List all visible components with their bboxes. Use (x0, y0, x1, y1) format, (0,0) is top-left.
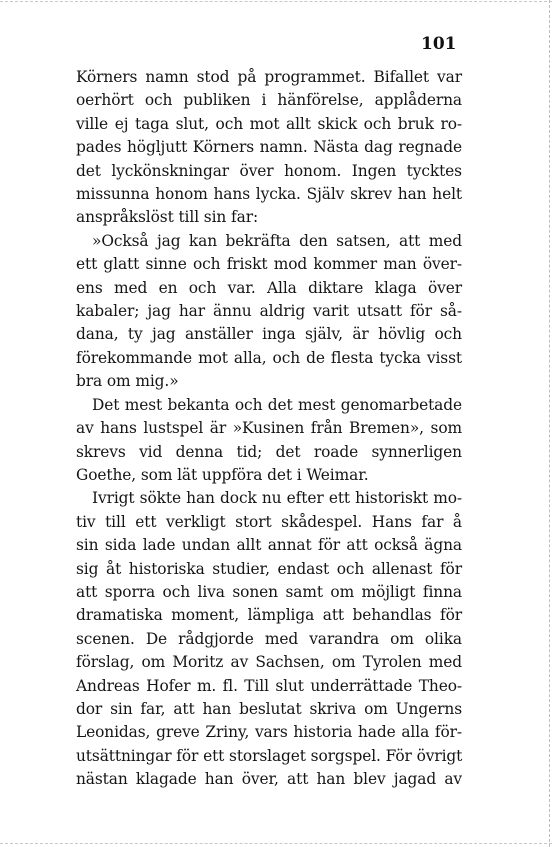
text-line: Det mest bekanta och det mest genomarbetade (92, 395, 462, 414)
paragraph-2-quote (76, 230, 462, 394)
page-number: 101 (421, 34, 457, 54)
text-line: dramatiska moment, lämpliga att behandlas för (76, 606, 462, 625)
text-line: utsättningar för ett storslaget sorgspel. För övrigt (76, 746, 463, 765)
text-line: ett glatt sinne och friskt mod kommer man över- (76, 255, 462, 274)
text-line: pades högljutt Körners namn. Nästa dag regnade (76, 138, 462, 157)
text-line: att sporra och liva sonen samt om möjligt finna (76, 582, 462, 601)
text-line: av hans lustspel är »Kusinen från Bremen», som (76, 419, 462, 438)
text-line: Ivrigt sökte han dock nu efter ett historiskt mo- (92, 489, 462, 508)
text-line: förekommande mot alla, och de flesta tycka visst (76, 348, 462, 367)
text-line: förslag, om Moritz av Sachsen, om Tyrolen med (76, 653, 462, 672)
paragraph-4 (76, 487, 462, 791)
text-line: oerhört och publiken i hänförelse, applåderna (76, 91, 462, 110)
scan-edge-right (549, 0, 550, 847)
text-line: tiv till ett verkligt stort skådespel. Hans far å (76, 512, 462, 531)
text-line: ville ej taga slut, och mot allt skick och bruk ro- (76, 114, 462, 133)
text-line: anspråkslöst till sin far: (76, 208, 259, 227)
text-line: det lyckönskningar över honom. Ingen tycktes (76, 161, 462, 180)
text-line: dana, ty jag anställer inga själv, är hövlig och (76, 325, 462, 344)
text-line: scenen. De rådgjorde med varandra om olika (76, 629, 462, 648)
text-line: dor sin far, att han beslutat skriva om Ungerns (76, 699, 462, 718)
text-line: Körners namn stod på programmet. Bifallet var (76, 68, 462, 86)
text-line: bra om mig.» (76, 372, 179, 391)
text-line: kabaler; jag har ännu aldrig varit utsatt för så- (76, 302, 462, 321)
scan-edge-top (0, 1, 552, 2)
text-line: nästan klagade han över, att han blev jagad av (76, 770, 462, 789)
text-line: sig åt historiska studier, endast och allenast för (76, 559, 462, 578)
paragraph-3 (76, 394, 462, 488)
text-line: Goethe, som lät uppföra det i Weimar. (76, 465, 369, 484)
body-text (76, 66, 462, 792)
paragraph-1 (76, 66, 462, 230)
text-line: »Också jag kan bekräfta den satsen, att med (92, 231, 462, 250)
text-line: skrevs vid denna tid; det roade synnerligen (76, 442, 462, 461)
text-line: Leonidas, greve Zriny, vars historia hade alla för- (76, 723, 462, 742)
scan-edge-bottom (0, 843, 552, 844)
text-line: ens med en och var. Alla diktare klaga över (76, 278, 462, 297)
text-line: Andreas Hofer m. fl. Till slut underrättade Theo- (76, 676, 462, 695)
text-line: sin sida lade undan allt annat för att också ägna (76, 536, 462, 555)
text-line: missunna honom hans lycka. Själv skrev han helt (76, 185, 462, 204)
